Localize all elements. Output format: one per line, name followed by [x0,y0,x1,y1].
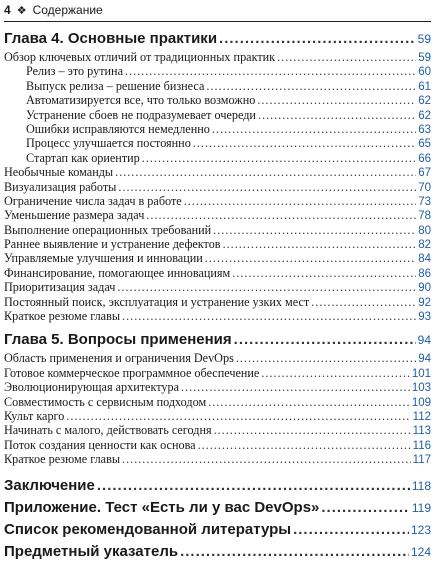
leader-dots [213,223,416,237]
page-link[interactable]: 116 [412,439,431,452]
page-link[interactable]: 93 [418,311,431,324]
entry-title: Обзор ключевых отличий от традиционных практик [4,50,276,64]
toc-backmatter-conclusion[interactable] [4,475,431,497]
page-link[interactable]: 94 [417,333,431,348]
page-link[interactable]: 66 [418,152,431,165]
toc-entry[interactable] [4,366,431,380]
entry-title: Краткое резюме главы [4,452,121,467]
entry-title: Совместимость с сервисным подходом [4,394,207,409]
toc-entry[interactable] [4,93,431,107]
chapter-title: Глава 5. Вопросы применения [4,331,232,349]
toc-entry[interactable] [4,64,431,78]
toc-backmatter-bibliography[interactable] [4,519,431,541]
entry-title: Поток создания ценности как основа [4,437,196,452]
leader-dots [206,79,416,93]
chapter-title: Глава 4. Основные практики [4,30,218,47]
toc-entry[interactable] [4,122,431,136]
leader-dots [214,423,411,437]
leader-dots [142,151,416,165]
entry-title: Постоянный поиск, эксплуатация и устранение узких мест [4,294,310,309]
page-link[interactable]: 67 [418,167,431,180]
entry-title: Раннее выявление и устранение дефектов [4,237,221,252]
entry-title: Автоматизируется все, что только возможно [26,93,256,108]
toc-entry[interactable] [4,280,431,294]
toc-chapter-4[interactable] [4,28,431,50]
entry-title: Начинать с малого, действовать сегодня [4,423,212,438]
leader-dots [193,136,416,150]
leader-dots [181,380,410,394]
leader-dots [184,194,417,208]
toc-entry[interactable] [4,251,431,265]
toc-entry[interactable] [4,50,431,64]
toc-entry[interactable] [4,266,431,280]
leader-dots [66,409,410,423]
page-link[interactable]: 61 [418,80,431,93]
page-link[interactable]: 62 [418,109,431,122]
leader-dots [223,237,417,251]
leader-dots [122,452,411,466]
chapter-title: Предметный указатель [4,542,179,560]
page-link[interactable]: 90 [418,282,431,295]
toc-entry[interactable] [4,79,431,93]
leader-dots [125,64,416,78]
page-link[interactable]: 70 [418,181,431,194]
running-title: Содержание [32,3,103,17]
leader-dots [257,93,416,107]
entry-title: Выпуск релиза – решение бизнеса [26,78,205,93]
page-link[interactable]: 109 [411,396,431,409]
page-link[interactable]: 101 [411,367,431,380]
leader-dots [205,251,416,265]
entry-title: Ошибки исправляются немедленно [26,121,210,136]
toc-entry[interactable] [4,380,431,394]
page-link[interactable]: 94 [418,353,431,366]
leader-dots [180,541,409,563]
diamond-separator-icon: ❖ [16,4,27,17]
page-link[interactable]: 82 [418,239,431,252]
leader-dots [122,309,416,323]
header-rule [4,21,431,22]
page-link[interactable]: 78 [418,210,431,223]
leader-dots [97,475,410,497]
leader-dots [115,165,416,179]
leader-dots [293,519,409,541]
entry-title: Управляемые улучшения и инновации [4,251,203,266]
toc-entry[interactable] [4,208,431,222]
leader-dots [146,208,416,222]
leader-dots [261,366,410,380]
entry-title: Уменьшение размера задач [4,208,145,223]
entry-title: Краткое резюме главы [4,309,121,324]
entry-title: Стартап как ориентир [26,150,140,165]
page-link[interactable]: 92 [418,296,431,309]
page-link[interactable]: 112 [412,410,431,423]
leader-dots [277,50,416,64]
table-of-contents [4,28,431,563]
toc-entry[interactable] [4,108,431,122]
leader-dots [219,28,416,50]
leader-dots [311,295,416,309]
entry-title: Приоритизация задач [4,280,116,295]
toc-entry[interactable] [4,309,431,323]
page-link[interactable]: 65 [418,138,431,151]
toc-entry[interactable] [4,165,431,179]
toc-backmatter-index[interactable] [4,541,431,563]
entry-title: Финансирование, помогающее инновациям [4,265,231,280]
spacer [4,467,431,475]
entry-title: Релиз – это рутина [26,64,123,79]
leader-dots [208,395,410,409]
page-link[interactable]: 60 [418,66,431,79]
leader-dots [321,497,409,519]
entry-title: Выполнение операционных требований [4,222,212,237]
toc-entry[interactable] [4,452,431,466]
leader-dots [198,438,411,452]
entry-title: Ограничение числа задач в работе [4,193,182,208]
leader-dots [258,108,416,122]
page-link[interactable]: 124 [410,544,431,559]
leader-dots [118,180,416,194]
page-link[interactable]: 113 [412,425,431,438]
toc-entry[interactable] [4,223,431,237]
page-link[interactable]: 59 [417,32,431,46]
chapter-title: Заключение [4,476,95,494]
page-link[interactable]: 59 [418,52,431,64]
toc-entry[interactable] [4,295,431,309]
toc-entry[interactable] [4,409,431,423]
toc-entry[interactable] [4,180,431,194]
page-link[interactable]: 62 [418,95,431,108]
entry-title: Эволюционирующая архитектура [4,380,179,395]
entry-title: Процесс улучшается постоянно [26,136,191,151]
toc-entry[interactable] [4,438,431,452]
chapter-title: Список рекомендованной литературы [4,520,292,538]
page-header [4,0,431,20]
page-link[interactable]: 118 [411,478,431,493]
toc-chapter-5[interactable] [4,329,431,351]
toc-entry[interactable] [4,237,431,251]
leader-dots [212,122,416,136]
toc-entry[interactable] [4,151,431,165]
entry-title: Необычные команды [4,165,114,180]
toc-entry[interactable] [4,423,431,437]
entry-title: Устранение сбоев не подразумевает очереди [26,107,256,122]
page-link[interactable]: 123 [410,522,431,537]
toc-entry[interactable] [4,351,431,365]
leader-dots [236,351,416,365]
page-link[interactable]: 86 [418,267,431,280]
toc-entry[interactable] [4,395,431,409]
leader-dots [232,266,416,280]
page-link[interactable]: 80 [418,224,431,237]
page-link[interactable]: 63 [418,123,431,136]
leader-dots [117,280,416,294]
toc-backmatter-appendix[interactable] [4,497,431,519]
page-link[interactable]: 73 [418,195,431,208]
toc-entry[interactable] [4,194,431,208]
page-link[interactable]: 119 [411,500,431,515]
page-link[interactable]: 84 [418,253,431,266]
entry-title: Область применения и ограничения DevOps [4,351,234,366]
entry-title: Культ карго [4,408,65,423]
page-number: 4 [4,3,11,17]
leader-dots [234,329,416,351]
entry-title: Визуализация работы [4,179,117,194]
toc-entry[interactable] [4,136,431,150]
page-link[interactable]: 103 [411,382,431,395]
page-link[interactable]: 117 [412,454,431,467]
chapter-title: Приложение. Тест «Есть ли у вас DevOps» [4,498,320,516]
entry-title: Готовое коммерческое программное обеспечение [4,365,260,380]
